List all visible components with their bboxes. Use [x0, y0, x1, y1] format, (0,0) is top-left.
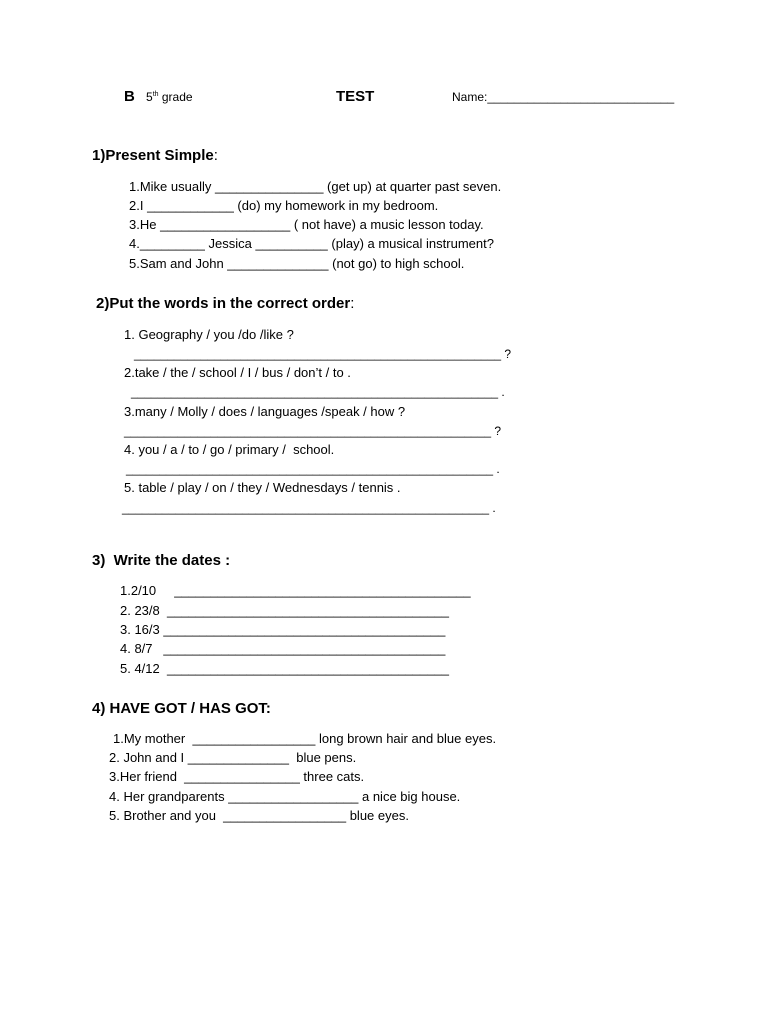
s2-item-5-prompt: 5. table / play / on / they / Wednesdays / tennis . — [124, 480, 401, 495]
s2-item-3-prompt: 3.many / Molly / does / languages /speak / how ? — [124, 404, 406, 419]
section-3-heading: 3) Write the dates : — [92, 552, 231, 569]
s1-item-3: 3.He __________________ ( not have) a music lesson today. — [129, 217, 484, 232]
s2-item-5-answer: _______________________________________________________ . — [122, 501, 496, 515]
s1-item-1: 1.Mike usually _______________ (get up) at quarter past seven. — [129, 179, 502, 194]
grade-number: 5 — [146, 90, 153, 104]
s4-item-2: 2. John and I ______________ blue pens. — [109, 750, 357, 765]
test-variant: B — [124, 88, 135, 105]
grade-label — [146, 90, 193, 104]
s1-item-4: 4._________ Jessica __________ (play) a musical instrument? — [129, 236, 494, 251]
grade-word: grade — [161, 90, 193, 104]
name-field: Name:____________________________ — [452, 90, 675, 104]
grade-suffix: th — [152, 91, 159, 98]
s3-item-3: 3. 16/3 _______________________________________ — [120, 622, 446, 637]
section-2-colon: : — [350, 295, 355, 312]
s2-item-3-answer: _______________________________________________________ ? — [124, 424, 502, 438]
s4-item-5: 5. Brother and you _________________ blue eyes. — [109, 808, 409, 823]
s1-item-2: 2.I ____________ (do) my homework in my bedroom. — [129, 198, 439, 213]
s3-item-1: 1.2/10 _________________________________________ — [120, 583, 471, 598]
page-title: TEST — [336, 88, 375, 105]
s4-item-1: 1.My mother _________________ long brown hair and blue eyes. — [113, 731, 497, 746]
s3-item-4: 4. 8/7 _______________________________________ — [120, 641, 446, 656]
s2-item-2-answer: _______________________________________________________ . — [131, 385, 505, 399]
s3-item-2: 2. 23/8 _______________________________________ — [120, 603, 449, 618]
section-2-heading — [96, 295, 354, 312]
s4-item-3: 3.Her friend ________________ three cats. — [109, 769, 365, 784]
section-2-title: Put the words in the correct order — [109, 295, 351, 312]
section-1-title: Present Simple — [105, 147, 214, 164]
s2-item-1-answer: _______________________________________________________ ? — [134, 347, 512, 361]
s4-item-4: 4. Her grandparents __________________ a nice big house. — [109, 789, 461, 804]
section-1-number: 1) — [92, 147, 106, 164]
s2-item-2-prompt: 2.take / the / school / I / bus / don’t / to . — [124, 365, 351, 380]
s1-item-5: 5.Sam and John ______________ (not go) to high school. — [129, 256, 465, 271]
s2-item-4-prompt: 4. you / a / to / go / primary / school. — [124, 442, 335, 457]
section-2-number: 2) — [96, 295, 110, 312]
section-1-heading — [92, 147, 218, 164]
s2-item-1-prompt: 1. Geography / you /do /like ? — [124, 327, 294, 342]
s2-item-4-answer: _______________________________________________________ . — [126, 462, 500, 476]
section-1-colon: : — [213, 147, 218, 164]
section-4-heading: 4) HAVE GOT / HAS GOT: — [92, 700, 271, 717]
s3-item-5: 5. 4/12 _______________________________________ — [120, 661, 449, 676]
